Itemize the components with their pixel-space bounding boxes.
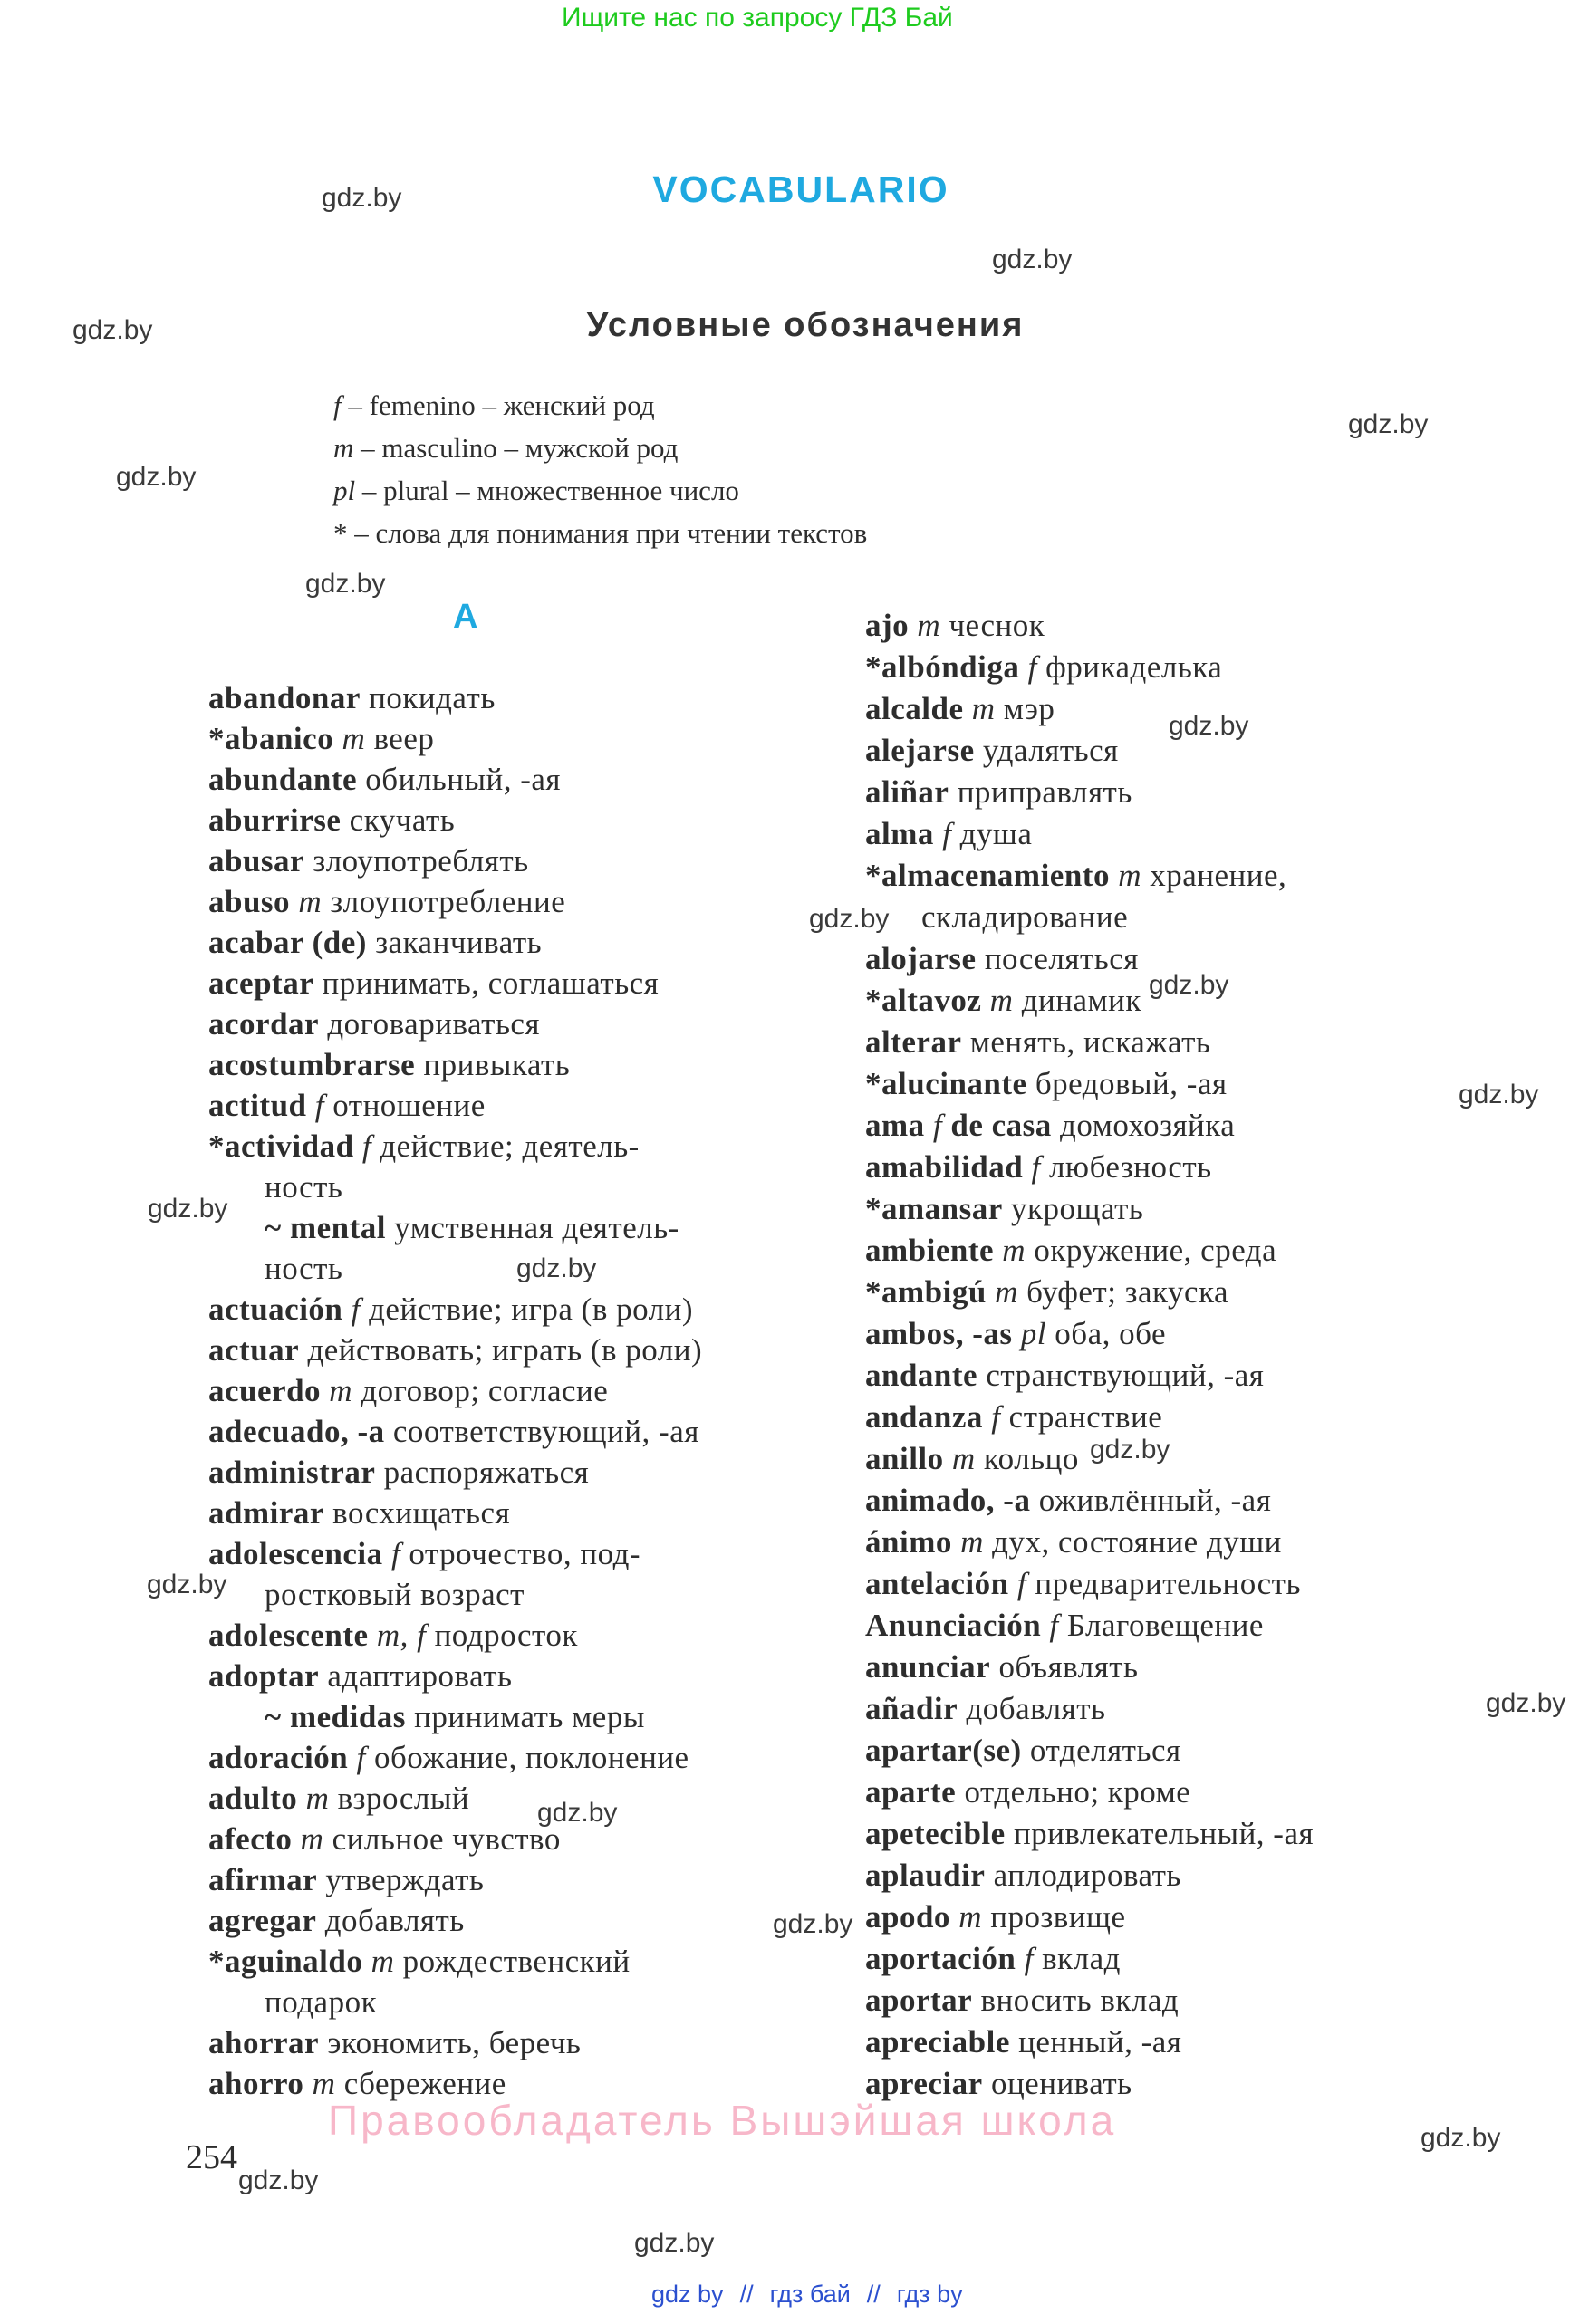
vocab-entry-line-segment: заканчивать bbox=[366, 925, 543, 960]
vocab-entry-line-segment: обожание, поклонение bbox=[365, 1740, 689, 1775]
vocab-entry-line bbox=[208, 1941, 702, 1982]
vocab-entry-line bbox=[865, 1730, 1314, 1772]
vocab-entry-line-segment: aplaudir bbox=[865, 1858, 986, 1893]
vocab-entry-line bbox=[208, 1615, 702, 1656]
vocab-entry-line-segment: *abanico bbox=[208, 721, 334, 756]
vocab-entry-line-segment: apartar(se) bbox=[865, 1733, 1022, 1768]
vocab-entry-line-segment: объявлять bbox=[990, 1649, 1139, 1685]
gdz-watermark: gdz.by bbox=[1348, 409, 1429, 439]
vocab-entry-line-segment: m bbox=[292, 1821, 324, 1857]
vocab-entry-line-segment: adolescente bbox=[208, 1618, 369, 1653]
vocab-entry-line-segment: acordar bbox=[208, 1006, 320, 1042]
footer-separator: // bbox=[866, 2281, 881, 2308]
vocab-entry-line bbox=[208, 1085, 702, 1126]
page-title: VOCABULARIO bbox=[652, 168, 949, 210]
vocab-entry-line bbox=[865, 1605, 1314, 1647]
vocab-entry-line bbox=[865, 730, 1314, 772]
legend-line bbox=[333, 427, 867, 469]
vocab-entry-line bbox=[865, 772, 1314, 813]
vocab-entry-line bbox=[208, 1574, 702, 1615]
gdz-watermark: gdz.by bbox=[1169, 711, 1249, 741]
vocab-entry-line bbox=[865, 1813, 1314, 1855]
vocab-entry-line-segment: буфет; закуска bbox=[1017, 1274, 1229, 1310]
legend-line-segment: * – слова для понимания при чтении текстов bbox=[333, 517, 868, 549]
vocab-entry-line-segment: сбережение bbox=[335, 2066, 506, 2101]
vocab-entry-line-segment: действие; игра (в роли) bbox=[360, 1292, 693, 1327]
vocab-entry-line bbox=[865, 1105, 1314, 1147]
vocab-entry-line-segment: m bbox=[909, 608, 941, 643]
legend-line-segment: – masculino – мужской род bbox=[353, 432, 679, 464]
vocab-entry-line bbox=[208, 1370, 702, 1411]
vocab-entry-line-segment: de casa bbox=[942, 1108, 1052, 1143]
vocab-entry-line-segment: *amansar bbox=[865, 1191, 1003, 1226]
vocab-entry-line-segment: ánimo bbox=[865, 1524, 952, 1560]
vocab-entry-line bbox=[865, 647, 1314, 688]
vocab-entry-line bbox=[865, 1938, 1314, 1980]
vocab-entry-line-segment: отдельно; кроме bbox=[956, 1774, 1191, 1810]
vocab-entry-line-segment: менять, искажать bbox=[961, 1024, 1211, 1060]
gdz-watermark: gdz.by bbox=[1090, 1435, 1170, 1465]
vocab-entry-line bbox=[865, 1563, 1314, 1605]
vocab-entry-line-segment: веер bbox=[365, 721, 435, 756]
gdz-watermark: gdz.by bbox=[773, 1909, 853, 1939]
legend-line-segment: – femenino – женский род bbox=[341, 389, 655, 421]
vocab-entry-line-segment: принимать, соглашаться bbox=[313, 965, 660, 1001]
vocab-entry-line bbox=[208, 1411, 702, 1452]
vocab-entry-line-segment: m bbox=[303, 2066, 336, 2101]
legend-line-segment: m bbox=[333, 432, 354, 464]
vocab-entry-line-segment: вклад bbox=[1033, 1941, 1121, 1976]
vocab-entry-line-segment: m bbox=[994, 1233, 1026, 1268]
vocab-entry-line-segment: apetecible bbox=[865, 1816, 1006, 1851]
vocab-entry-line bbox=[865, 897, 1314, 938]
vocab-entry-line-segment: странствующий, -ая bbox=[977, 1358, 1265, 1393]
vocab-entry-line bbox=[865, 1647, 1314, 1688]
vocab-entry-line bbox=[208, 1493, 702, 1533]
vocab-entry-line-segment: принимать меры bbox=[405, 1699, 645, 1734]
vocab-entry-line bbox=[208, 1248, 702, 1289]
vocab-entry-line bbox=[865, 813, 1314, 855]
gdz-watermark: gdz.by bbox=[1459, 1080, 1539, 1109]
vocab-entry-line-segment: взрослый bbox=[329, 1781, 470, 1816]
vocab-entry-line-segment: динамик bbox=[1013, 983, 1141, 1018]
vocab-entry-line bbox=[208, 840, 702, 881]
vocab-entry-line-segment: аплодировать bbox=[985, 1858, 1181, 1893]
vocab-entry-line-segment: abundante bbox=[208, 762, 358, 797]
vocab-entry-line-segment: afecto bbox=[208, 1821, 293, 1857]
vocab-entry-line-segment: f bbox=[924, 1108, 943, 1143]
vocab-entry-line-segment: m bbox=[1109, 858, 1141, 893]
vocab-entry-line-segment: abuso bbox=[208, 884, 291, 919]
vocab-entry-line-segment: adulto bbox=[208, 1781, 298, 1816]
vocab-entry-line bbox=[865, 1772, 1314, 1813]
vocab-entry-line-segment: ~ mental bbox=[265, 1210, 386, 1245]
vocab-entry-line-segment: соответствующий, -ая bbox=[384, 1414, 699, 1449]
vocab-entry-line-segment: мэр bbox=[995, 691, 1055, 726]
vocab-entry-line-segment: acuerdo bbox=[208, 1373, 322, 1408]
vocab-entry-line-segment: подросток bbox=[426, 1618, 578, 1653]
vocab-entry-line-segment: приправлять bbox=[949, 774, 1132, 810]
legend-line-segment: pl bbox=[333, 475, 356, 506]
vocab-entry-line-segment: m bbox=[290, 884, 323, 919]
vocab-entry-line bbox=[208, 1737, 702, 1778]
vocab-entry-line-segment: m bbox=[981, 983, 1014, 1018]
vocab-entry-line-segment: *actividad bbox=[208, 1128, 354, 1164]
vocab-entry-line-segment: acabar (de) bbox=[208, 925, 367, 960]
gdz-watermark: gdz.by bbox=[516, 1253, 597, 1283]
vocab-entry-line-segment: любезность bbox=[1040, 1149, 1212, 1185]
gdz-watermark: gdz.by bbox=[634, 2228, 715, 2258]
vocab-entry-line bbox=[208, 1126, 702, 1167]
vocab-entry-line-segment: alojarse bbox=[865, 941, 977, 976]
vocab-entry-line bbox=[208, 1004, 702, 1044]
vocab-entry-line-segment: actuar bbox=[208, 1332, 300, 1368]
vocab-entry-line bbox=[208, 2022, 702, 2063]
vocab-entry-line-segment: acostumbrarse bbox=[208, 1047, 416, 1082]
vocab-entry-line-segment: anillo bbox=[865, 1441, 944, 1476]
vocab-entry-line-segment: добавлять bbox=[958, 1691, 1106, 1726]
vocab-entry-line-segment: actitud bbox=[208, 1088, 307, 1123]
vocab-entry-line bbox=[208, 1696, 702, 1737]
vocab-entry-line-segment: abandonar bbox=[208, 680, 361, 715]
vocab-entry-line-segment: удаляться bbox=[974, 733, 1119, 768]
vocab-entry-line-segment: m bbox=[297, 1781, 330, 1816]
vocab-entry-line-segment: f bbox=[1016, 1941, 1034, 1976]
vocab-entry-line-segment: Anunciación bbox=[865, 1608, 1042, 1643]
vocab-entry-line-segment: восхищаться bbox=[323, 1495, 511, 1531]
vocab-column-right bbox=[865, 605, 1314, 2105]
vocab-entry-line bbox=[208, 718, 702, 759]
vocab-entry-line-segment: сильное чувство bbox=[323, 1821, 561, 1857]
vocab-entry-line-segment: aceptar bbox=[208, 965, 314, 1001]
vocab-entry-line-segment: adoración bbox=[208, 1740, 349, 1775]
vocab-entry-line-segment: agregar bbox=[208, 1903, 317, 1938]
page-number: 254 bbox=[186, 2138, 237, 2176]
footer-link[interactable]: гдз бай bbox=[769, 2281, 851, 2308]
vocab-entry-line-segment: m bbox=[963, 691, 996, 726]
vocab-entry-line-segment: apodo bbox=[865, 1899, 950, 1935]
vocab-entry-line-segment: m bbox=[321, 1373, 353, 1408]
vocab-entry-line-segment: *alucinante bbox=[865, 1066, 1027, 1101]
vocab-entry-line-segment: m bbox=[333, 721, 366, 756]
vocab-entry-line-segment: утверждать bbox=[317, 1862, 485, 1897]
gdz-watermark: gdz.by bbox=[1486, 1688, 1566, 1718]
vocab-entry-line-segment: alcalde bbox=[865, 691, 964, 726]
vocab-entry-line-segment: Благовещение bbox=[1058, 1608, 1264, 1643]
vocab-entry-line-segment: *altavoz bbox=[865, 983, 982, 1018]
vocab-entry-line-segment: вносить вклад bbox=[972, 1983, 1180, 2018]
vocab-entry-line bbox=[208, 1982, 702, 2022]
vocab-entry-line-segment: actuación bbox=[208, 1292, 343, 1327]
vocab-column-left bbox=[208, 677, 702, 2104]
vocab-entry-line-segment: m bbox=[362, 1944, 395, 1979]
vocab-entry-line bbox=[208, 1900, 702, 1941]
vocab-entry-line-segment: фрикаделька bbox=[1036, 649, 1223, 685]
vocab-entry-line-segment: ahorrar bbox=[208, 2025, 320, 2060]
gdz-watermark: gdz.by bbox=[238, 2166, 319, 2195]
vocab-entry-line-segment: *ambigú bbox=[865, 1274, 987, 1310]
vocab-entry-line-segment: чеснок bbox=[940, 608, 1045, 643]
vocab-entry-line bbox=[865, 1355, 1314, 1397]
vocab-entry-line bbox=[865, 1313, 1314, 1355]
vocab-entry-line-segment: ajo bbox=[865, 608, 910, 643]
vocab-entry-line bbox=[208, 800, 702, 840]
vocab-entry-line-segment: дух, состояние души bbox=[983, 1524, 1282, 1560]
vocab-entry-line-segment: f bbox=[348, 1740, 366, 1775]
vocab-entry-line bbox=[208, 881, 702, 922]
vocab-entry-line-segment: оживлённый, -ая bbox=[1030, 1483, 1272, 1518]
vocab-entry-line-segment: ~ medidas bbox=[265, 1699, 406, 1734]
vocab-entry-line-segment: aburrirse bbox=[208, 802, 342, 838]
vocab-entry-line-segment: ama bbox=[865, 1108, 925, 1143]
gdz-watermark: gdz.by bbox=[992, 245, 1073, 274]
legend-line-segment: – plural – множественное число bbox=[355, 475, 739, 506]
vocab-entry-line bbox=[865, 1272, 1314, 1313]
vocab-entry-line-segment: ность bbox=[265, 1169, 343, 1205]
gdz-watermark: gdz.by bbox=[72, 315, 153, 345]
vocab-entry-line bbox=[208, 1044, 702, 1085]
vocab-entry-line-segment: *albóndiga bbox=[865, 649, 1020, 685]
vocab-entry-line-segment: скучать bbox=[341, 802, 456, 838]
vocab-entry-line-segment: рождественский bbox=[394, 1944, 631, 1979]
vocab-entry-line-segment: *aguinaldo bbox=[208, 1944, 363, 1979]
vocab-entry-line-segment: apreciable bbox=[865, 2024, 1010, 2060]
vocab-entry-line-segment: apreciar bbox=[865, 2066, 983, 2101]
vocab-entry-line-segment: ambiente bbox=[865, 1233, 995, 1268]
vocab-entry-line bbox=[865, 980, 1314, 1022]
gdz-watermark: gdz.by bbox=[116, 462, 197, 492]
vocab-entry-line-segment: f bbox=[1023, 1149, 1041, 1185]
vocab-entry-line bbox=[208, 1819, 702, 1859]
vocab-entry-line bbox=[208, 1533, 702, 1574]
vocab-entry-line bbox=[865, 1980, 1314, 2021]
vocab-entry-line-segment: адаптировать bbox=[319, 1658, 513, 1694]
vocab-entry-line bbox=[208, 1330, 702, 1370]
footer-link[interactable]: gdz by bbox=[651, 2281, 724, 2308]
vocab-entry-line-segment: alterar bbox=[865, 1024, 962, 1060]
gdz-watermark: gdz.by bbox=[1149, 970, 1229, 1000]
vocab-entry-line-segment: привыкать bbox=[415, 1047, 571, 1082]
vocab-entry-line-segment: хранение, bbox=[1141, 858, 1287, 893]
legend-heading: Условные обозначения bbox=[586, 306, 1025, 344]
vocab-entry-line-segment: amabilidad bbox=[865, 1149, 1024, 1185]
vocab-entry-line-segment: m bbox=[949, 1899, 982, 1935]
legend-line-segment: f bbox=[333, 389, 342, 421]
vocab-entry-line-segment: añadir bbox=[865, 1691, 958, 1726]
vocab-entry-line-segment: f bbox=[353, 1128, 372, 1164]
vocab-entry-line-segment: f bbox=[1041, 1608, 1059, 1643]
vocab-entry-line-segment: alma bbox=[865, 816, 934, 851]
vocab-entry-line bbox=[208, 1289, 702, 1330]
vocab-entry-line-segment: aportación bbox=[865, 1941, 1016, 1976]
vocab-entry-line-segment: договор; согласие bbox=[352, 1373, 609, 1408]
vocab-entry-line-segment: отрочество, под- bbox=[400, 1536, 641, 1571]
vocab-entry-line bbox=[865, 1480, 1314, 1522]
vocab-entry-line-segment: привлекательный, -ая bbox=[1005, 1816, 1315, 1851]
vocab-entry-line-segment: ahorro bbox=[208, 2066, 304, 2101]
legend-line bbox=[333, 512, 867, 554]
gdz-watermark: gdz.by bbox=[537, 1798, 618, 1828]
vocab-entry-line-segment: aparte bbox=[865, 1774, 957, 1810]
vocab-entry-line bbox=[865, 1855, 1314, 1897]
vocab-entry-line bbox=[865, 1147, 1314, 1188]
gdz-watermark: gdz.by bbox=[305, 569, 386, 599]
vocab-entry-line bbox=[208, 1167, 702, 1207]
vocab-entry-line-segment: душа bbox=[951, 816, 1033, 851]
vocab-entry-line bbox=[208, 759, 702, 800]
vocab-entry-line bbox=[865, 1522, 1314, 1563]
vocab-entry-line-segment: злоупотреблять bbox=[304, 843, 529, 879]
vocab-entry-line-segment: f bbox=[382, 1536, 401, 1571]
vocab-entry-line-segment: m, f bbox=[368, 1618, 427, 1653]
vocab-entry-line-segment: f bbox=[982, 1399, 1001, 1435]
vocab-entry-line-segment: f bbox=[1008, 1566, 1027, 1601]
vocab-entry-line-segment: adoptar bbox=[208, 1658, 320, 1694]
vocab-entry-line bbox=[865, 1897, 1314, 1938]
copyright-watermark: Правообладатель Вышэйшая школа bbox=[328, 2097, 1117, 2144]
vocab-entry-line-segment: administrar bbox=[208, 1455, 376, 1490]
vocab-entry-line-segment: странствие bbox=[1000, 1399, 1163, 1435]
vocab-entry-line-segment: f bbox=[933, 816, 952, 851]
vocab-entry-line bbox=[865, 1230, 1314, 1272]
vocab-entry-line-segment: admirar bbox=[208, 1495, 324, 1531]
footer-separator: // bbox=[739, 2281, 754, 2308]
vocab-entry-line-segment: злоупотребление bbox=[322, 884, 566, 919]
vocab-entry-line-segment: ambos, -as bbox=[865, 1316, 1013, 1351]
vocab-entry-line-segment: andante bbox=[865, 1358, 978, 1393]
vocab-entry-line bbox=[865, 1063, 1314, 1105]
vocab-entry-line-segment: f bbox=[1019, 649, 1037, 685]
vocab-entry-line-segment: alejarse bbox=[865, 733, 975, 768]
vocab-entry-line-segment: экономить, беречь bbox=[319, 2025, 582, 2060]
vocab-entry-line-segment: m bbox=[951, 1524, 984, 1560]
vocab-entry-line bbox=[208, 1859, 702, 1900]
vocab-entry-line-segment: действие; деятель- bbox=[371, 1128, 640, 1164]
section-letter-a: A bbox=[453, 598, 478, 636]
vocab-entry-line-segment: оба, обе bbox=[1046, 1316, 1166, 1351]
vocab-entry-line-segment: предварительность bbox=[1026, 1566, 1301, 1601]
gdz-watermark: gdz.by bbox=[322, 183, 402, 213]
vocab-entry-line-segment: anunciar bbox=[865, 1649, 991, 1685]
footer-link[interactable]: гдз by bbox=[896, 2281, 963, 2308]
vocab-entry-line bbox=[208, 1452, 702, 1493]
vocab-entry-line-segment: подарок bbox=[265, 1984, 378, 2020]
vocab-entry-line-segment: добавлять bbox=[316, 1903, 465, 1938]
vocab-entry-line-segment: покидать bbox=[360, 680, 496, 715]
vocab-entry-line bbox=[865, 1438, 1314, 1480]
vocab-entry-line-segment: обильный, -ая bbox=[357, 762, 562, 797]
gdz-watermark: gdz.by bbox=[147, 1570, 227, 1599]
vocab-entry-line-segment: *almacenamiento bbox=[865, 858, 1110, 893]
vocab-entry-line bbox=[208, 677, 702, 718]
vocab-entry-line-segment: ростковый возраст bbox=[265, 1577, 525, 1612]
vocab-entry-line bbox=[865, 688, 1314, 730]
gdz-watermark: gdz.by bbox=[809, 904, 890, 934]
promo-banner: Ищите нас по запросу ГДЗ Бай bbox=[562, 3, 953, 33]
vocab-entry-line-segment: оценивать bbox=[982, 2066, 1132, 2101]
vocab-entry-line-segment: отношение bbox=[323, 1088, 486, 1123]
footer-links bbox=[643, 2281, 971, 2309]
vocab-entry-line-segment: договариваться bbox=[319, 1006, 541, 1042]
vocab-entry-line-segment: f bbox=[342, 1292, 361, 1327]
vocab-entry-line-segment: складирование bbox=[921, 899, 1129, 935]
vocab-entry-line-segment: ность bbox=[265, 1251, 343, 1286]
vocab-entry-line-segment: действовать; играть (в роли) bbox=[299, 1332, 703, 1368]
vocab-entry-line-segment: окружение, среда bbox=[1026, 1233, 1277, 1268]
vocab-entry-line bbox=[208, 963, 702, 1004]
legend-line bbox=[333, 469, 867, 512]
vocab-entry-line bbox=[208, 922, 702, 963]
vocab-entry-line-segment: m bbox=[943, 1441, 976, 1476]
vocab-entry-line-segment: abusar bbox=[208, 843, 305, 879]
vocab-entry-line bbox=[208, 1207, 702, 1248]
vocab-entry-line-segment: pl bbox=[1012, 1316, 1047, 1351]
vocab-entry-line-segment: antelación bbox=[865, 1566, 1009, 1601]
vocab-entry-line-segment: домохозяйка bbox=[1051, 1108, 1236, 1143]
vocab-entry-line bbox=[865, 2021, 1314, 2063]
vocab-entry-line bbox=[865, 605, 1314, 647]
vocab-entry-line-segment: andanza bbox=[865, 1399, 983, 1435]
vocab-entry-line bbox=[865, 938, 1314, 980]
vocab-entry-line-segment: отделяться bbox=[1021, 1733, 1181, 1768]
vocab-entry-line-segment: бредовый, -ая bbox=[1026, 1066, 1228, 1101]
legend-line bbox=[333, 384, 867, 427]
vocab-entry-line-segment: ценный, -ая bbox=[1009, 2024, 1182, 2060]
vocab-entry-line-segment: распоряжаться bbox=[375, 1455, 590, 1490]
gdz-watermark: gdz.by bbox=[1420, 2123, 1501, 2153]
vocab-entry-line bbox=[865, 1188, 1314, 1230]
legend bbox=[333, 384, 867, 554]
vocab-entry-line bbox=[865, 1397, 1314, 1438]
vocab-entry-line bbox=[208, 1656, 702, 1696]
vocab-entry-line bbox=[865, 855, 1314, 897]
vocab-entry-line bbox=[865, 1022, 1314, 1063]
vocab-entry-line-segment: afirmar bbox=[208, 1862, 318, 1897]
vocab-entry-line-segment: f bbox=[306, 1088, 324, 1123]
vocab-entry-line-segment: aportar bbox=[865, 1983, 973, 2018]
gdz-watermark: gdz.by bbox=[148, 1194, 228, 1224]
vocab-entry-line-segment: m bbox=[986, 1274, 1018, 1310]
vocab-entry-line-segment: прозвище bbox=[981, 1899, 1126, 1935]
vocab-entry-line-segment: поселяться bbox=[976, 941, 1139, 976]
vocab-entry-line bbox=[208, 1778, 702, 1819]
vocab-entry-line-segment: adolescencia bbox=[208, 1536, 383, 1571]
vocab-entry-line-segment: animado, -a bbox=[865, 1483, 1031, 1518]
vocab-entry-line-segment: aliñar bbox=[865, 774, 949, 810]
vocab-entry-line-segment: кольцо bbox=[975, 1441, 1079, 1476]
vocab-entry-line bbox=[865, 1688, 1314, 1730]
vocab-entry-line-segment: умственная деятель- bbox=[386, 1210, 679, 1245]
vocab-entry-line-segment: adecuado, -a bbox=[208, 1414, 385, 1449]
vocab-entry-line-segment: укрощать bbox=[1002, 1191, 1144, 1226]
